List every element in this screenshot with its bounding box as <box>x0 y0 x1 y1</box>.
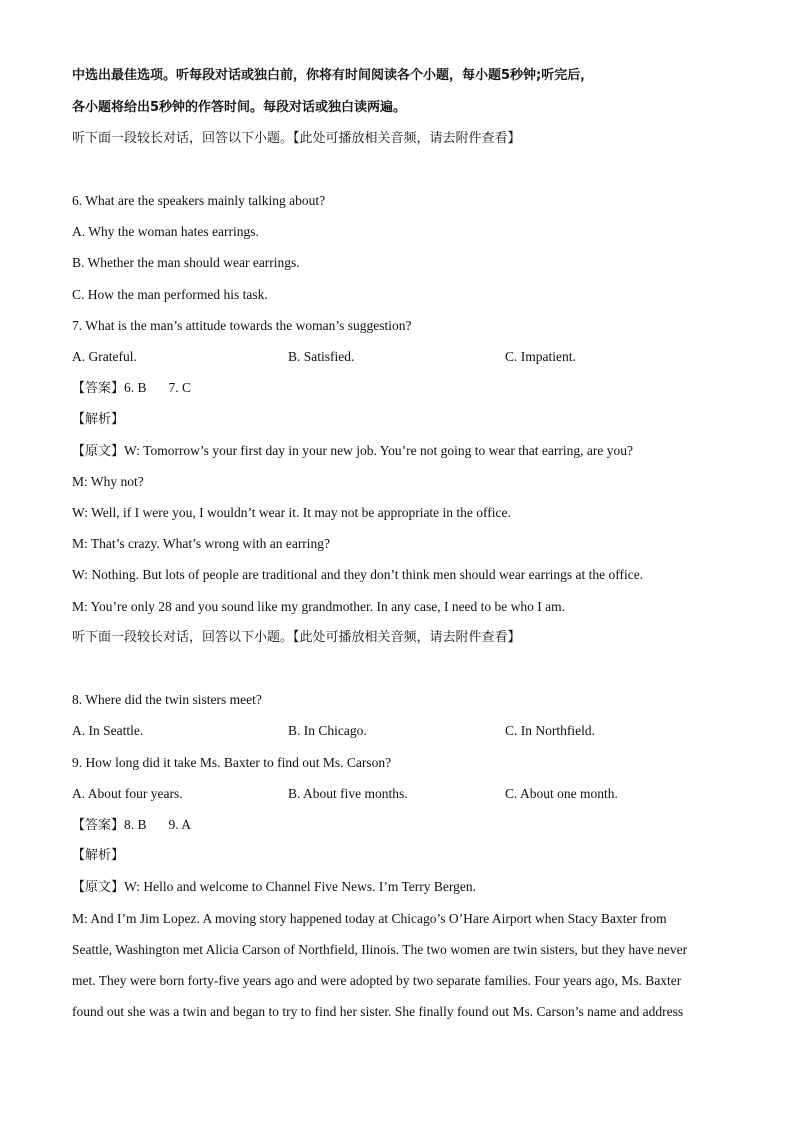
transcript-line: met. They were born forty-five years ago and were adopted by two separate families. Four years ago, Ms. Baxter <box>72 973 682 988</box>
section2-intro: 听下面一段较长对话，回答以下小题。【此处可播放相关音频，请去附件查看】 <box>72 630 521 645</box>
section1-intro: 听下面一段较长对话，回答以下小题。【此处可播放相关音频，请去附件查看】 <box>72 131 521 146</box>
question-6-option-c: C. How the man performed his task. <box>72 287 268 302</box>
question-7-option-a: A. Grateful. <box>72 349 137 364</box>
question-7: 7. What is the man’s attitude towards the woman’s suggestion? <box>72 318 412 333</box>
transcript-line: Seattle, Washington met Alicia Carson of Northfield, Ilinois. The two women are twin sisters, but they have never <box>72 942 688 957</box>
question-8: 8. Where did the twin sisters meet? <box>72 692 262 707</box>
transcript-line: W: Nothing. But lots of people are traditional and they don’t think men should wear earrings at the office. <box>72 567 644 582</box>
question-7-option-c: C. Impatient. <box>505 349 576 364</box>
answer-8: 8. B <box>124 817 147 832</box>
analysis-label-1: 【解析】 <box>72 412 125 427</box>
answer-9: 9. A <box>168 817 192 832</box>
transcript-label: 【原文】 <box>72 880 125 895</box>
question-9-option-c: C. About one month. <box>505 786 618 801</box>
transcript-line: M: That’s crazy. What’s wrong with an earring? <box>72 536 331 551</box>
question-6-option-a: A. Why the woman hates earrings. <box>72 224 259 239</box>
transcript-line <box>72 877 476 898</box>
answer-7: 7. C <box>168 380 192 395</box>
instructions-line-2: 各小题将给出5秒钟的作答时间。每段对话或独白读两遍。 <box>72 100 407 115</box>
answer-line-1 <box>72 378 191 399</box>
answer-label: 【答案】 <box>72 818 125 833</box>
instructions-line-1: 中选出最佳选项。听每段对话或独白前，你将有时间阅读各个小题，每小题5秒钟;听完后， <box>72 68 594 83</box>
question-6-option-b: B. Whether the man should wear earrings. <box>72 255 300 270</box>
transcript-line: W: Well, if I were you, I wouldn’t wear it. It may not be appropriate in the office. <box>72 505 511 520</box>
answer-line-2 <box>72 815 191 836</box>
transcript-line: found out she was a twin and began to try to find her sister. She finally found out Ms. Carson’s name and address <box>72 1004 684 1019</box>
analysis-label-2: 【解析】 <box>72 848 125 863</box>
question-9: 9. How long did it take Ms. Baxter to find out Ms. Carson? <box>72 755 392 770</box>
question-6: 6. What are the speakers mainly talking about? <box>72 193 326 208</box>
transcript-line: M: And I’m Jim Lopez. A moving story happened today at Chicago’s O’Hare Airport when Stacy Baxter from <box>72 911 667 926</box>
transcript-text: W: Tomorrow’s your first day in your new job. You’re not going to wear that earring, are you? <box>124 443 633 458</box>
answer-label: 【答案】 <box>72 381 125 396</box>
answer-6: 6. B <box>124 380 147 395</box>
transcript-label: 【原文】 <box>72 444 125 459</box>
question-9-option-a: A. About four years. <box>72 786 183 801</box>
transcript-text: W: Hello and welcome to Channel Five News. I’m Terry Bergen. <box>124 879 476 894</box>
transcript-line <box>72 441 633 462</box>
transcript-line: M: Why not? <box>72 474 144 489</box>
question-7-option-b: B. Satisfied. <box>288 349 355 364</box>
question-9-option-b: B. About five months. <box>288 786 408 801</box>
question-8-option-a: A. In Seattle. <box>72 723 144 738</box>
transcript-line: M: You’re only 28 and you sound like my grandmother. In any case, I need to be who I am. <box>72 599 566 614</box>
question-8-option-c: C. In Northfield. <box>505 723 595 738</box>
question-8-option-b: B. In Chicago. <box>288 723 367 738</box>
